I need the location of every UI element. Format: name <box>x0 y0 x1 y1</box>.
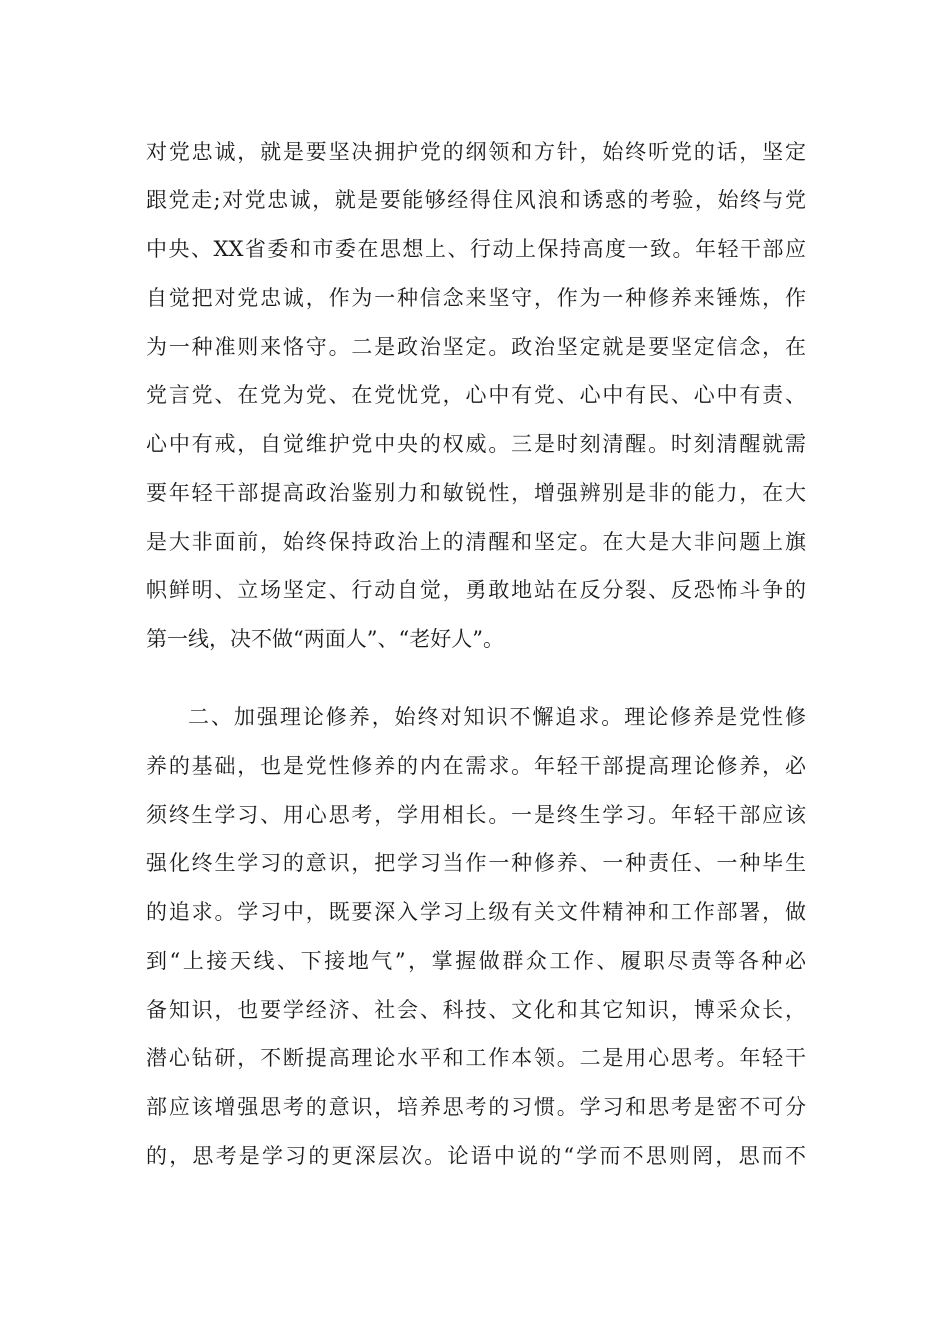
text-line: 备知识，也要学经济、社会、科技、文化和其它知识，博采众长， <box>146 998 806 1022</box>
text-line: 跟党走;对党忠诚，就是要能够经得住风浪和诱惑的考验，始终与党 <box>146 188 806 212</box>
text-line: 第一线，决不做“两面人”、“老好人”。 <box>146 627 504 651</box>
text-line: 的，思考是学习的更深层次。论语中说的“学而不思则罔，思而不 <box>146 1144 806 1168</box>
text-line: 要年轻干部提高政治鉴别力和敏锐性，增强辨别是非的能力，在大 <box>146 481 806 505</box>
text-line: 为一种准则来恪守。二是政治坚定。政治坚定就是要坚定信念，在 <box>146 335 806 359</box>
text-line: 强化终生学习的意识，把学习当作一种修养、一种责任、一种毕生 <box>146 851 806 875</box>
text-line: 自觉把对党忠诚，作为一种信念来坚守，作为一种修养来锤炼，作 <box>146 286 806 310</box>
text-line: 帜鲜明、立场坚定、行动自觉，勇敢地站在反分裂、反恐怖斗争的 <box>146 578 806 602</box>
text-line: 潜心钻研，不断提高理论水平和工作本领。二是用心思考。年轻干 <box>146 1046 806 1070</box>
text-line: 中央、XX省委和市委在思想上、行动上保持高度一致。年轻干部应 <box>146 237 806 261</box>
text-line: 二、加强理论修养，始终对知识不懈追求。理论修养是党性修 <box>188 705 806 729</box>
text-line: 养的基础，也是党性修养的内在需求。年轻干部提高理论修养，必 <box>146 754 806 778</box>
text-line: 是大非面前，始终保持政治上的清醒和坚定。在大是大非问题上旗 <box>146 530 806 554</box>
text-line: 对党忠诚，就是要坚决拥护党的纲领和方针，始终听党的话，坚定 <box>146 140 806 164</box>
text-line: 党言党、在党为党、在党忧党，心中有党、心中有民、心中有责、 <box>146 383 806 407</box>
text-line: 到“上接天线、下接地气”，掌握做群众工作、履职尽责等各种必 <box>146 949 806 973</box>
text-line: 心中有戒，自觉维护党中央的权威。三是时刻清醒。时刻清醒就需 <box>146 432 806 456</box>
text-line: 的追求。学习中，既要深入学习上级有关文件精神和工作部署，做 <box>146 900 806 924</box>
text-line: 须终生学习、用心思考，学用相长。一是终生学习。年轻干部应该 <box>146 803 806 827</box>
text-line: 部应该增强思考的意识，培养思考的习惯。学习和思考是密不可分 <box>146 1095 806 1119</box>
